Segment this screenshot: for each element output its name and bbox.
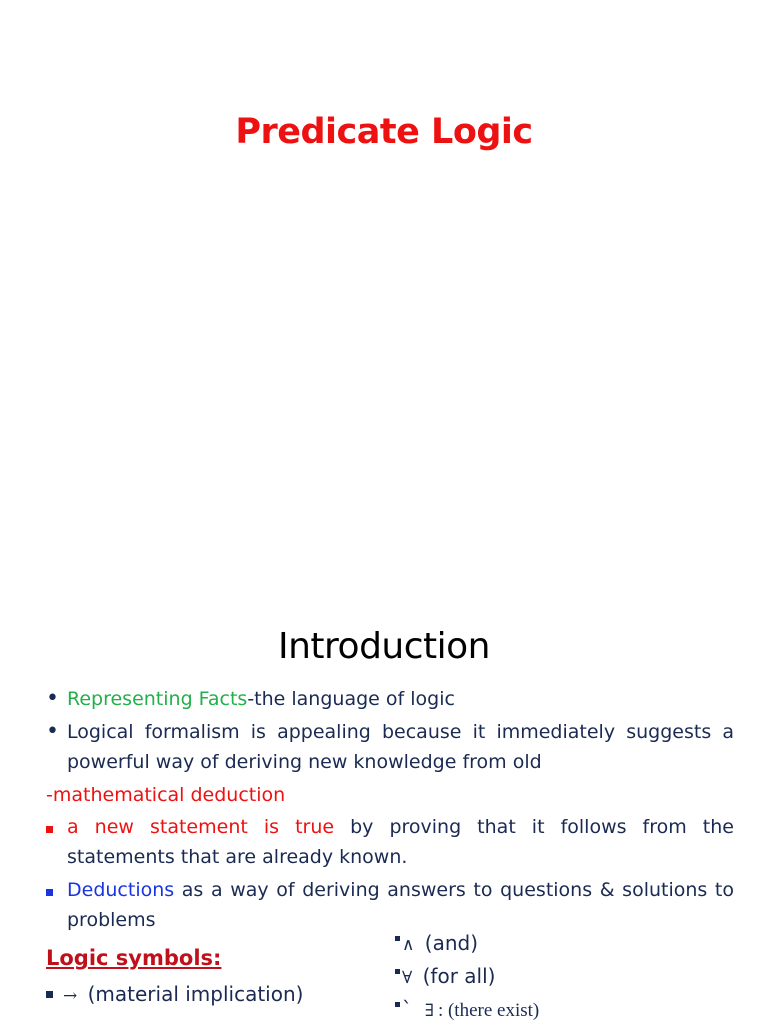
list-item bbox=[46, 875, 734, 935]
symbol-item-exists bbox=[395, 994, 539, 1027]
section-title: Introduction bbox=[277, 626, 490, 667]
body-text: Logical formalism is appealing because it immediately suggests a powerful way of deriving new knowledge from old bbox=[67, 721, 734, 773]
square-bullet-icon bbox=[46, 991, 53, 998]
symbol-label: (material implication) bbox=[81, 982, 304, 1006]
symbol-item-implication bbox=[46, 982, 303, 1006]
list-item bbox=[46, 717, 734, 777]
highlight-text: Representing Facts bbox=[67, 688, 248, 710]
and-symbol: ∧ bbox=[402, 935, 415, 955]
list-item bbox=[46, 684, 734, 714]
sub-heading-text: -mathematical deduction bbox=[46, 784, 286, 806]
highlight-text: Deductions bbox=[67, 879, 175, 901]
body-text: as a way of deriving answers to questions & solutions to problems bbox=[67, 879, 734, 931]
highlight-text: a new statement is true bbox=[67, 816, 335, 838]
implication-symbol: → bbox=[63, 986, 78, 1006]
symbol-label: (and) bbox=[418, 931, 479, 955]
exists-symbol: ∃ bbox=[424, 1001, 434, 1021]
list-item bbox=[46, 812, 734, 872]
body-text: -the language of logic bbox=[247, 688, 455, 710]
blue-square-bullet-icon bbox=[46, 875, 64, 905]
square-bullet-icon bbox=[395, 1002, 400, 1007]
symbol-label: : (there exist) bbox=[437, 1000, 540, 1021]
logic-symbols-heading: Logic symbols: bbox=[46, 946, 222, 970]
page-title: Predicate Logic bbox=[235, 112, 533, 152]
red-square-bullet-icon bbox=[46, 812, 64, 842]
bullet-dot-icon: • bbox=[46, 719, 59, 744]
symbol-label: (for all) bbox=[416, 964, 496, 988]
slide-introduction bbox=[0, 576, 768, 1024]
intro-content bbox=[46, 684, 734, 935]
bullet-dot-icon: • bbox=[46, 686, 59, 711]
symbol-list bbox=[395, 928, 539, 1027]
body-text: by proving that it follows from the statements that are already known. bbox=[67, 816, 734, 868]
symbol-item-and bbox=[395, 928, 539, 961]
square-bullet-icon bbox=[395, 936, 400, 941]
symbol-prefix: ` bbox=[402, 997, 412, 1021]
square-bullet-icon bbox=[395, 969, 400, 974]
symbol-item-forall bbox=[395, 961, 539, 994]
forall-symbol: ∀ bbox=[402, 968, 413, 988]
sub-heading bbox=[46, 780, 734, 810]
